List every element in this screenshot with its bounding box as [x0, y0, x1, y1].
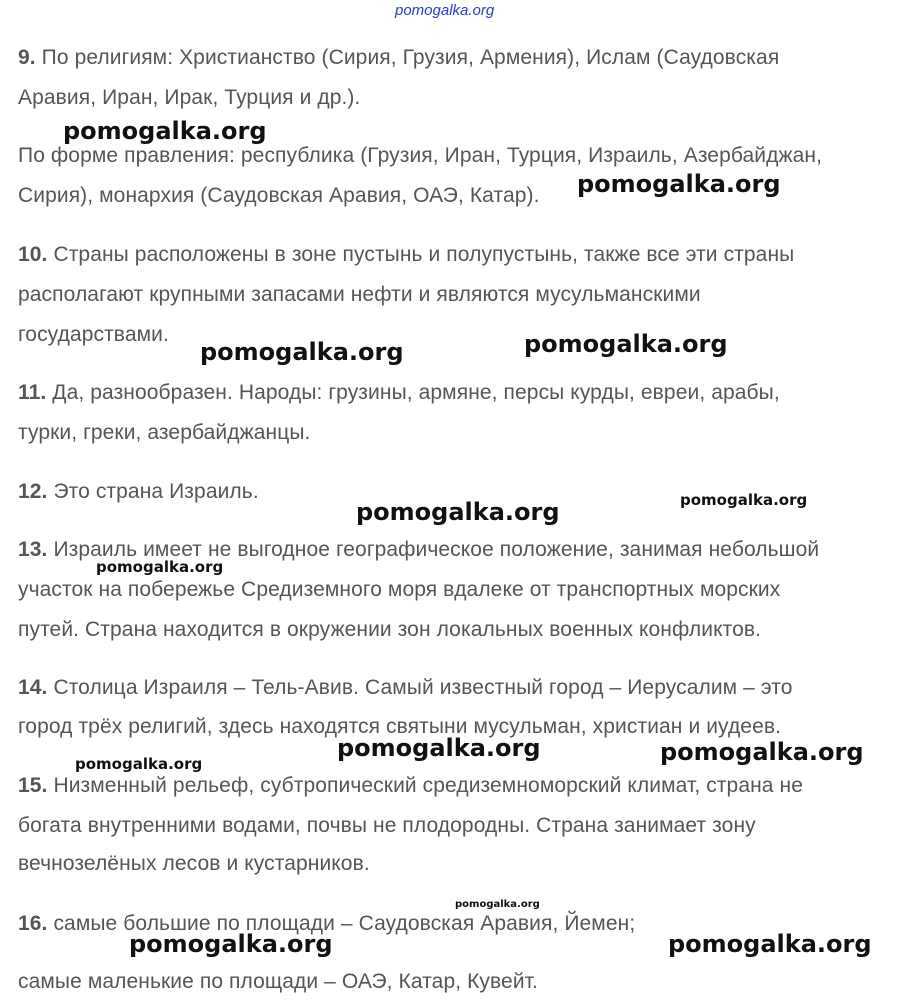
- answer-number: 14.: [18, 676, 48, 699]
- watermark: pomogalka.org: [356, 498, 560, 526]
- watermark-top: pomogalka.org: [395, 2, 495, 19]
- answer-text: Низменный рельеф, субтропический средиземноморский климат, страна не: [53, 774, 803, 797]
- answer-number: 13.: [18, 538, 48, 561]
- answer-10-line-2: располагают крупными запасами нефти и являются мусульманскими: [18, 283, 701, 306]
- answer-number: 16.: [18, 912, 48, 935]
- answer-13-line-3: путей. Страна находится в окружении зон локальных военных конфликтов.: [18, 618, 762, 641]
- answer-15-line-2: богата внутренними водами, почвы не плодородны. Страна занимает зону: [18, 814, 756, 837]
- watermark: pomogalka.org: [680, 491, 808, 509]
- answer-9b-line-2: Сирия), монархия (Саудовская Аравия, ОАЭ, Катар).: [18, 184, 540, 207]
- answer-12-line-1: [18, 479, 259, 505]
- answer-text: По религиям: Христианство (Сирия, Грузия, Армения), Ислам (Саудовская: [41, 46, 780, 69]
- watermark: pomogalka.org: [75, 755, 203, 773]
- answer-number: 11.: [18, 381, 47, 404]
- answer-10-line-3: государствами.: [18, 323, 169, 346]
- answer-15-line-3: вечнозелёных лесов и кустарников.: [18, 852, 370, 875]
- watermark: pomogalka.org: [577, 170, 781, 198]
- answer-number: 9.: [18, 46, 36, 69]
- watermark: pomogalka.org: [668, 930, 872, 958]
- answer-11-line-1: [18, 380, 780, 406]
- answer-text: Столица Израиля – Тель-Авив. Самый известный город – Иерусалим – это: [53, 676, 793, 699]
- watermark: pomogalka.org: [200, 338, 404, 366]
- answer-number: 12.: [18, 480, 48, 503]
- answer-text: Израиль имеет не выгодное географическое положение, занимая небольшой: [53, 538, 820, 561]
- answer-9-line-1: [18, 45, 779, 71]
- answer-15-line-1: [18, 773, 803, 799]
- answer-10-line-1: [18, 242, 794, 268]
- answer-13-line-2: участок на побережье Средиземного моря вдалеке от транспортных морских: [18, 578, 781, 601]
- watermark: pomogalka.org: [524, 330, 728, 358]
- answer-text: Да, разнообразен. Народы: грузины, армяне, персы курды, евреи, арабы,: [52, 381, 780, 404]
- answer-14-line-2: город трёх религий, здесь находятся святыни мусульман, христиан и иудеев.: [18, 715, 782, 738]
- watermark: pomogalka.org: [660, 738, 864, 766]
- answer-text: Страны расположены в зоне пустынь и полупустынь, также все эти страны: [53, 243, 795, 266]
- answer-number: 10.: [18, 243, 48, 266]
- watermark: pomogalka.org: [96, 558, 224, 576]
- answer-number: 15.: [18, 774, 48, 797]
- watermark: pomogalka.org: [337, 734, 541, 762]
- watermark: pomogalka.org: [129, 930, 333, 958]
- watermark: pomogalka.org: [455, 899, 540, 910]
- answer-text: Это страна Израиль.: [53, 480, 259, 503]
- answer-9-line-2: Аравия, Иран, Ирак, Турция и др.).: [18, 86, 361, 109]
- answer-14-line-1: [18, 675, 792, 701]
- watermark: pomogalka.org: [63, 117, 267, 145]
- answer-text: самые большие по площади – Саудовская Аравия, Йемен;: [53, 912, 636, 935]
- answer-11-line-2: турки, греки, азербайджанцы.: [18, 421, 311, 444]
- answer-16-line-2: самые маленькие по площади – ОАЭ, Катар, Кувейт.: [18, 970, 538, 993]
- answer-9b-line-1: По форме правления: республика (Грузия, Иран, Турция, Израиль, Азербайджан,: [18, 144, 823, 167]
